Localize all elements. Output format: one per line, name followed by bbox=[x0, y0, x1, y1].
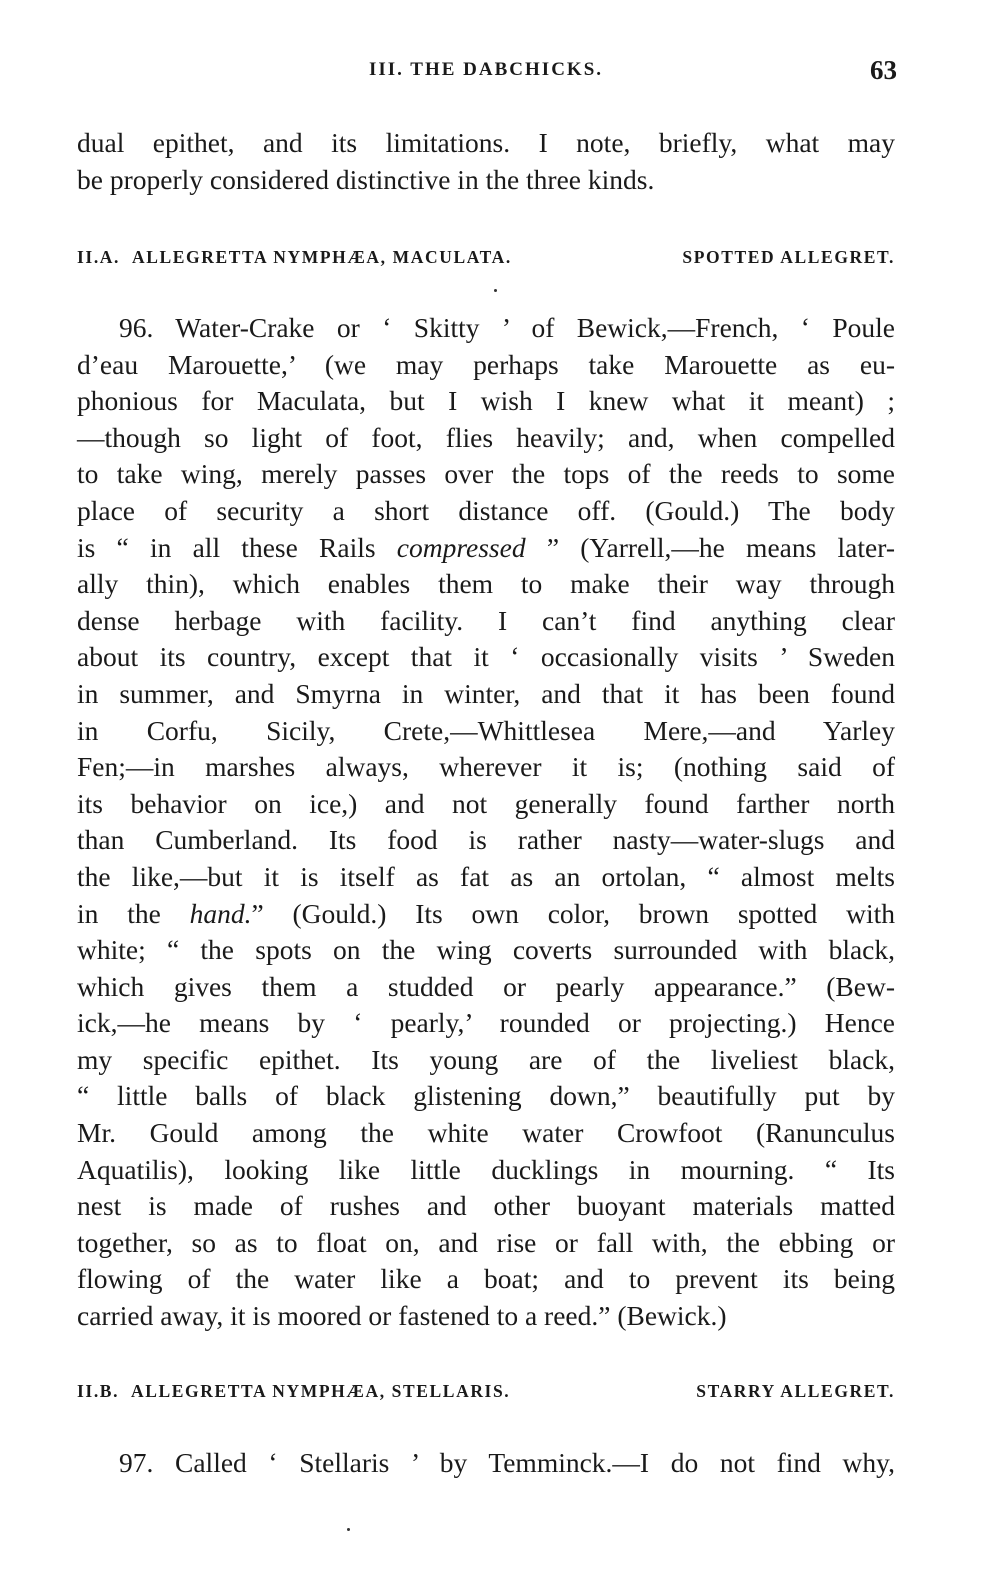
text-line: my specific epithet. Its young are of the liveliest black, bbox=[77, 1043, 895, 1075]
running-head bbox=[77, 55, 895, 87]
text-line: place of security a short distance off. (Gould.) The body bbox=[77, 494, 895, 526]
section-heading-starry bbox=[77, 1381, 895, 1402]
intro-paragraph bbox=[77, 125, 895, 198]
text-run: ” (Yarrell,—he means later- bbox=[525, 531, 895, 563]
text-line: Aquatilis), looking like little ducklings in mourning. “ Its bbox=[77, 1153, 895, 1185]
text-line: about its country, except that it ‘ occasionally visits ’ Sweden bbox=[77, 641, 895, 673]
text-line: flowing of the water like a boat; and to prevent its being bbox=[77, 1263, 895, 1295]
section-number: II.B. bbox=[77, 1381, 120, 1401]
running-title: III. THE DABCHICKS. bbox=[368, 59, 604, 80]
text-line: d’eau Marouette,’ (we may perhaps take Marouette as eu- bbox=[77, 348, 895, 380]
text-line bbox=[77, 530, 895, 567]
text-line: in summer, and Smyrna in winter, and that it has been found bbox=[77, 677, 895, 709]
text-line: Mr. Gould among the white water Crowfoot (Ranunculus bbox=[77, 1117, 895, 1149]
text-line: which gives them a studded or pearly appearance.” (Bew- bbox=[77, 970, 895, 1002]
text-line: phonious for Maculata, but I wish I knew what it meant) ; bbox=[77, 385, 895, 417]
text-line: nest is made of rushes and other buoyant materials matted bbox=[77, 1190, 895, 1222]
section-heading-spotted bbox=[77, 247, 895, 268]
italic-word: hand. bbox=[189, 897, 252, 929]
text-line: ally thin), which enables them to make their way through bbox=[77, 568, 895, 600]
paragraph-97 bbox=[77, 1445, 895, 1482]
text-line: its behavior on ice,) and not generally found farther north bbox=[77, 787, 895, 819]
section-heading-label-latin bbox=[77, 247, 512, 268]
text-line: the like,—but it is itself as fat as an ortolan, “ almost melts bbox=[77, 860, 895, 892]
page-number: 63 bbox=[870, 55, 897, 85]
text-line: to take wing, merely passes over the tops of the reeds to some bbox=[77, 458, 895, 490]
text-line: 97. Called ‘ Stellaris ’ by Temminck.—I do not find why, bbox=[119, 1447, 895, 1478]
text-line: dual epithet, and its limitations. I note, briefly, what may bbox=[77, 127, 895, 158]
text-line: be properly considered distinctive in the three kinds. bbox=[77, 163, 655, 195]
section-latin-name: ALLEGRETTA NYMPHÆA, MACULATA. bbox=[131, 247, 512, 267]
italic-word: compressed bbox=[396, 531, 526, 563]
text-line: “ little balls of black glistening down,” beautifully put by bbox=[77, 1080, 895, 1112]
text-line: 96. Water-Crake or ‘ Skitty ’ of Bewick,—French, ‘ Poule bbox=[119, 312, 895, 343]
text-line: carried away, it is moored or fastened to a reed.” (Bewick.) bbox=[77, 1300, 727, 1332]
paragraph-96 bbox=[77, 310, 895, 1335]
text-line: Fen;—in marshes always, wherever it is; (nothing said of bbox=[77, 751, 895, 783]
text-line: —though so light of foot, flies heavily; and, when compelled bbox=[77, 421, 895, 453]
text-line: ick,—he means by ‘ pearly,’ rounded or projecting.) Hence bbox=[77, 1007, 895, 1039]
text-line: white; “ the spots on the wing coverts surrounded with black, bbox=[77, 934, 895, 966]
text-line bbox=[77, 896, 895, 933]
section-number: II.A. bbox=[77, 247, 121, 267]
text-run: in the bbox=[77, 897, 190, 929]
section-heading-label-latin bbox=[77, 1381, 510, 1402]
section-common-name: STARRY ALLEGRET. bbox=[696, 1381, 895, 1401]
text-line: dense herbage with facility. I can’t find anything clear bbox=[77, 604, 895, 636]
section-latin-name: ALLEGRETTA NYMPHÆA, STELLARIS. bbox=[131, 1381, 511, 1401]
section-common-name: SPOTTED ALLEGRET. bbox=[682, 247, 895, 267]
print-speck bbox=[347, 1528, 350, 1531]
text-run: is “ in all these Rails bbox=[77, 531, 397, 563]
print-speck bbox=[494, 289, 497, 292]
text-line: than Cumberland. Its food is rather nasty—water-slugs and bbox=[77, 824, 895, 856]
text-run: ” (Gould.) Its own color, brown spotted with bbox=[251, 897, 895, 929]
text-line: together, so as to float on, and rise or fall with, the ebbing or bbox=[77, 1226, 895, 1258]
text-line: in Corfu, Sicily, Crete,—Whittlesea Mere,—and Yarley bbox=[77, 714, 895, 746]
